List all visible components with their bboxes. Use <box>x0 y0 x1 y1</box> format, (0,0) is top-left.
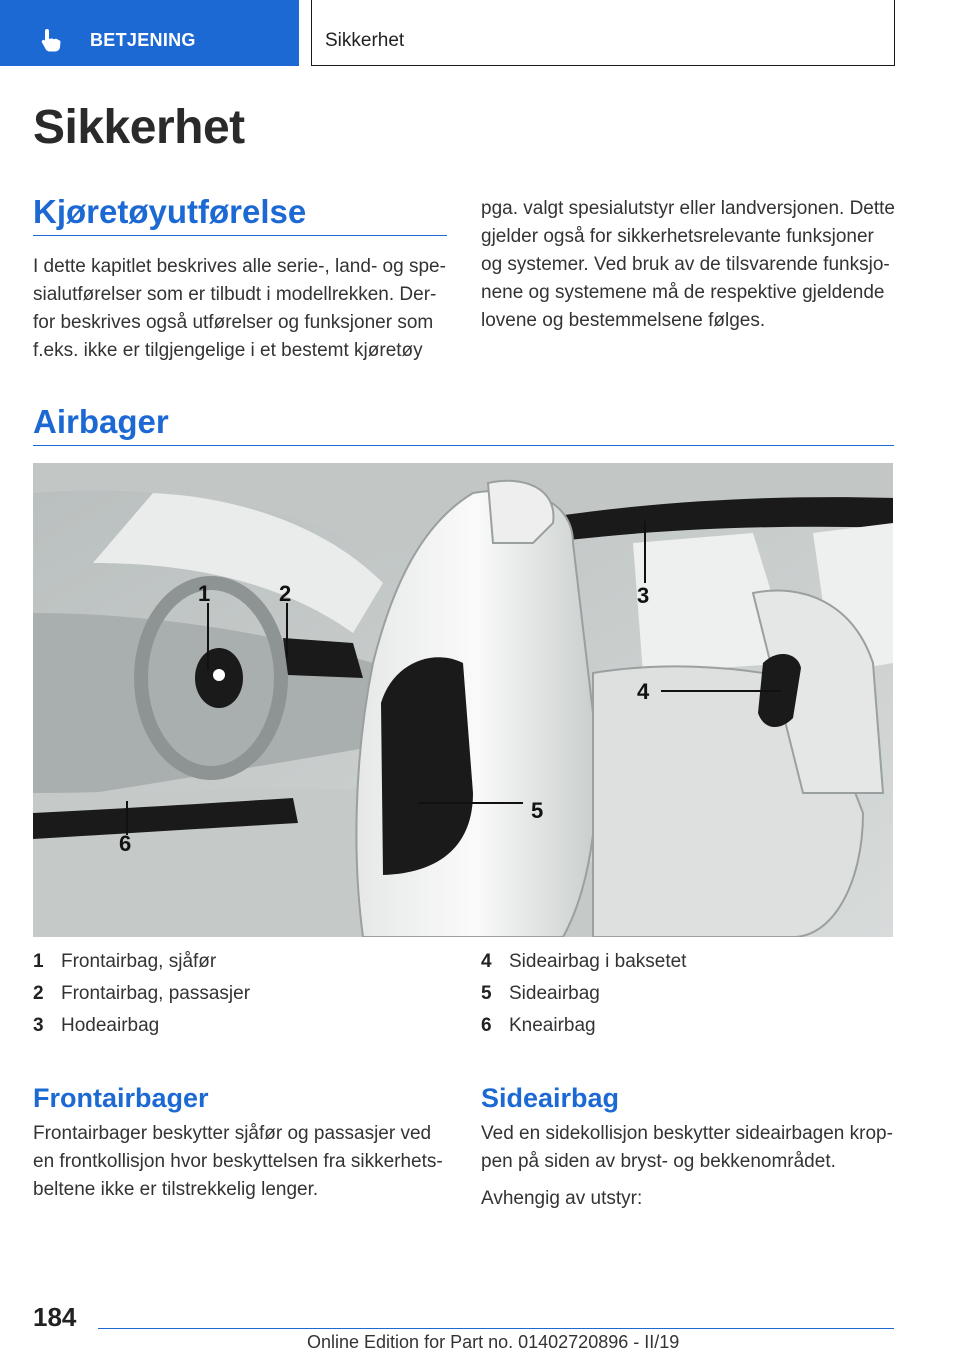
text-line: I dette kapitlet beskrives alle serie-, land- og spe- <box>33 256 446 277</box>
legend-number: 1 <box>33 951 44 972</box>
text-line: Avhengig av utstyr: <box>481 1188 643 1209</box>
edition-note: Online Edition for Part no. 01402720896 - II/19 <box>307 1332 680 1352</box>
text-line: lovene og bestemmelsene følges. <box>481 310 766 331</box>
text-line: beltene ikke er tilstrekkelig lenger. <box>33 1179 319 1200</box>
callout-2: 2 <box>279 581 292 606</box>
legend-item <box>481 978 686 1010</box>
text-line: pen på siden av bryst- og bekkenområdet. <box>481 1151 836 1172</box>
legend-text: Frontairbag, passasjer <box>61 983 251 1004</box>
side-airbag-heading: Sideairbag <box>481 1083 620 1113</box>
front-airbags-heading: Frontairbager <box>33 1083 209 1113</box>
text-line: pga. valgt spesialutstyr eller landversjonen. Dette <box>481 198 896 219</box>
text-line: Frontairbager beskytter sjåfør og passasjer ved <box>33 1123 432 1144</box>
legend-item <box>33 946 250 978</box>
airbag-locations-illustration <box>33 463 893 937</box>
legend-number: 5 <box>481 983 492 1004</box>
side-airbag-text <box>481 1120 911 1213</box>
legend-number: 2 <box>33 983 44 1004</box>
legend-text: Hodeairbag <box>61 1015 160 1036</box>
callout-6: 6 <box>119 831 132 856</box>
text-line: for beskrives også utførelser og funksjoner som <box>33 312 434 333</box>
legend-number: 3 <box>33 1015 44 1036</box>
text-line: en frontkollisjon hvor beskyttelsen fra sikkerhets- <box>33 1151 443 1172</box>
text-line: nene og systemene må de respektive gjeldende <box>481 282 885 303</box>
airbag-legend-right <box>481 946 686 1042</box>
legend-number: 4 <box>481 951 492 972</box>
front-airbags-text <box>33 1120 463 1204</box>
heading-rule <box>33 235 447 236</box>
vehicle-design-text-col1 <box>33 253 453 365</box>
legend-text: Sideairbag <box>509 983 600 1004</box>
legend-item <box>481 946 686 978</box>
car-interior-drawing <box>33 463 893 937</box>
page-number: 184 <box>33 1302 77 1332</box>
text-line: f.eks. ikke er tilgjengelige i et bestemt kjøretøy <box>33 340 423 361</box>
text-line: og systemer. Ved bruk av de tilsvarende funksjo- <box>481 254 890 275</box>
text-line: sialutførelser som er tilbudt i modellrekken. Der- <box>33 284 437 305</box>
vehicle-design-text-col2 <box>481 195 901 335</box>
legend-item <box>33 1010 250 1042</box>
airbags-heading: Airbager <box>33 403 169 440</box>
chapter-label: BETJENING <box>90 30 196 50</box>
legend-number: 6 <box>481 1015 492 1036</box>
footer-rule <box>98 1328 894 1329</box>
callout-1: 1 <box>198 581 211 606</box>
page-title: Sikkerhet <box>33 101 245 154</box>
text-line: gjelder også for sikkerhetsrelevante funksjoner <box>481 226 874 247</box>
heading-rule <box>33 445 894 446</box>
section-tab[interactable] <box>311 0 895 66</box>
vehicle-design-heading: Kjøretøyutførelse <box>33 193 307 230</box>
legend-item <box>33 978 250 1010</box>
callout-3: 3 <box>637 583 650 608</box>
callout-5: 5 <box>531 798 544 823</box>
legend-item <box>481 1010 686 1042</box>
legend-text: Sideairbag i baksetet <box>509 951 687 972</box>
legend-text: Frontairbag, sjåfør <box>61 951 217 972</box>
hand-pointer-icon <box>38 27 64 53</box>
section-label: Sikkerhet <box>325 30 405 51</box>
chapter-tab[interactable] <box>0 0 299 66</box>
text-line: Ved en sidekollisjon beskytter sideairbagen krop- <box>481 1123 893 1144</box>
callout-4: 4 <box>637 679 650 704</box>
airbag-legend-left <box>33 946 250 1042</box>
legend-text: Kneairbag <box>509 1015 596 1036</box>
